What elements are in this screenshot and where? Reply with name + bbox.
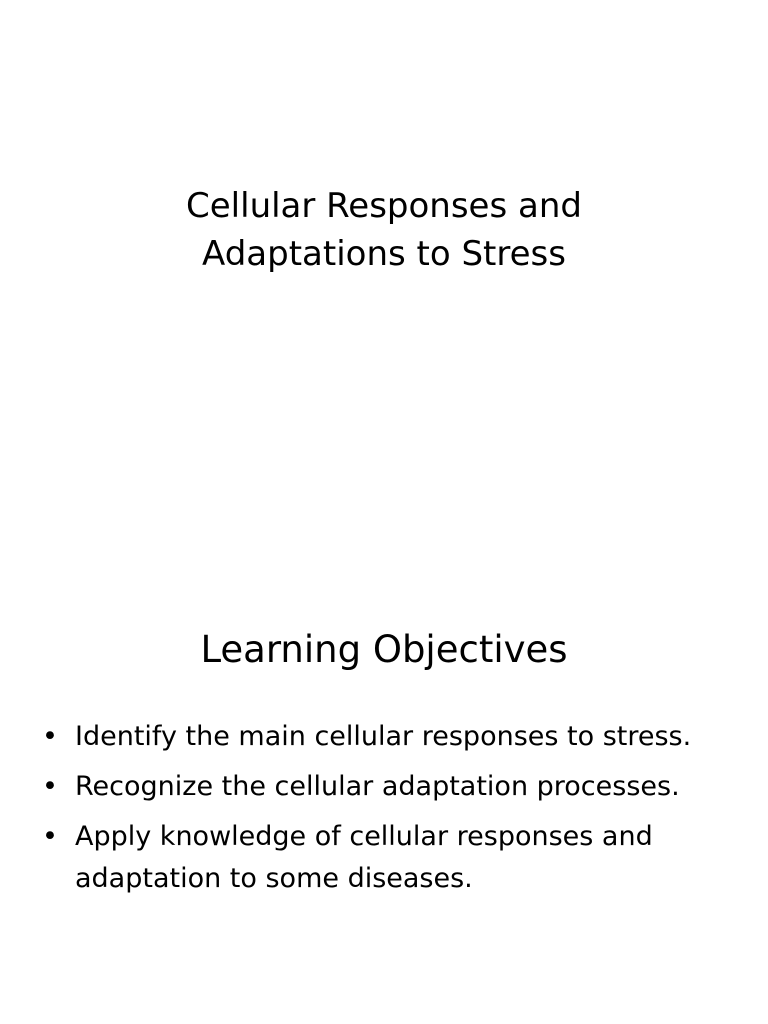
objectives-slide: [0, 576, 768, 1024]
bullet-icon: •: [42, 721, 58, 752]
objectives-heading-block: [0, 626, 768, 674]
slide-title-line: Adaptations to Stress: [202, 234, 566, 274]
slide-title: [0, 182, 768, 278]
list-item-text: Apply knowledge of cellular responses and adaptation to some diseases.: [75, 821, 653, 894]
bullet-icon: •: [42, 771, 58, 802]
list-item: [40, 716, 740, 758]
slide-title-line: Cellular Responses and: [186, 186, 582, 226]
list-item: [40, 816, 740, 900]
bullet-icon: •: [42, 821, 58, 852]
objectives-heading: Learning Objectives: [200, 628, 568, 671]
list-item-text: Recognize the cellular adaptation processes.: [75, 771, 680, 802]
list-item-text: Identify the main cellular responses to stress.: [75, 721, 692, 752]
objectives-list: [40, 716, 740, 908]
list-item: [40, 766, 740, 808]
title-slide: [0, 0, 768, 480]
